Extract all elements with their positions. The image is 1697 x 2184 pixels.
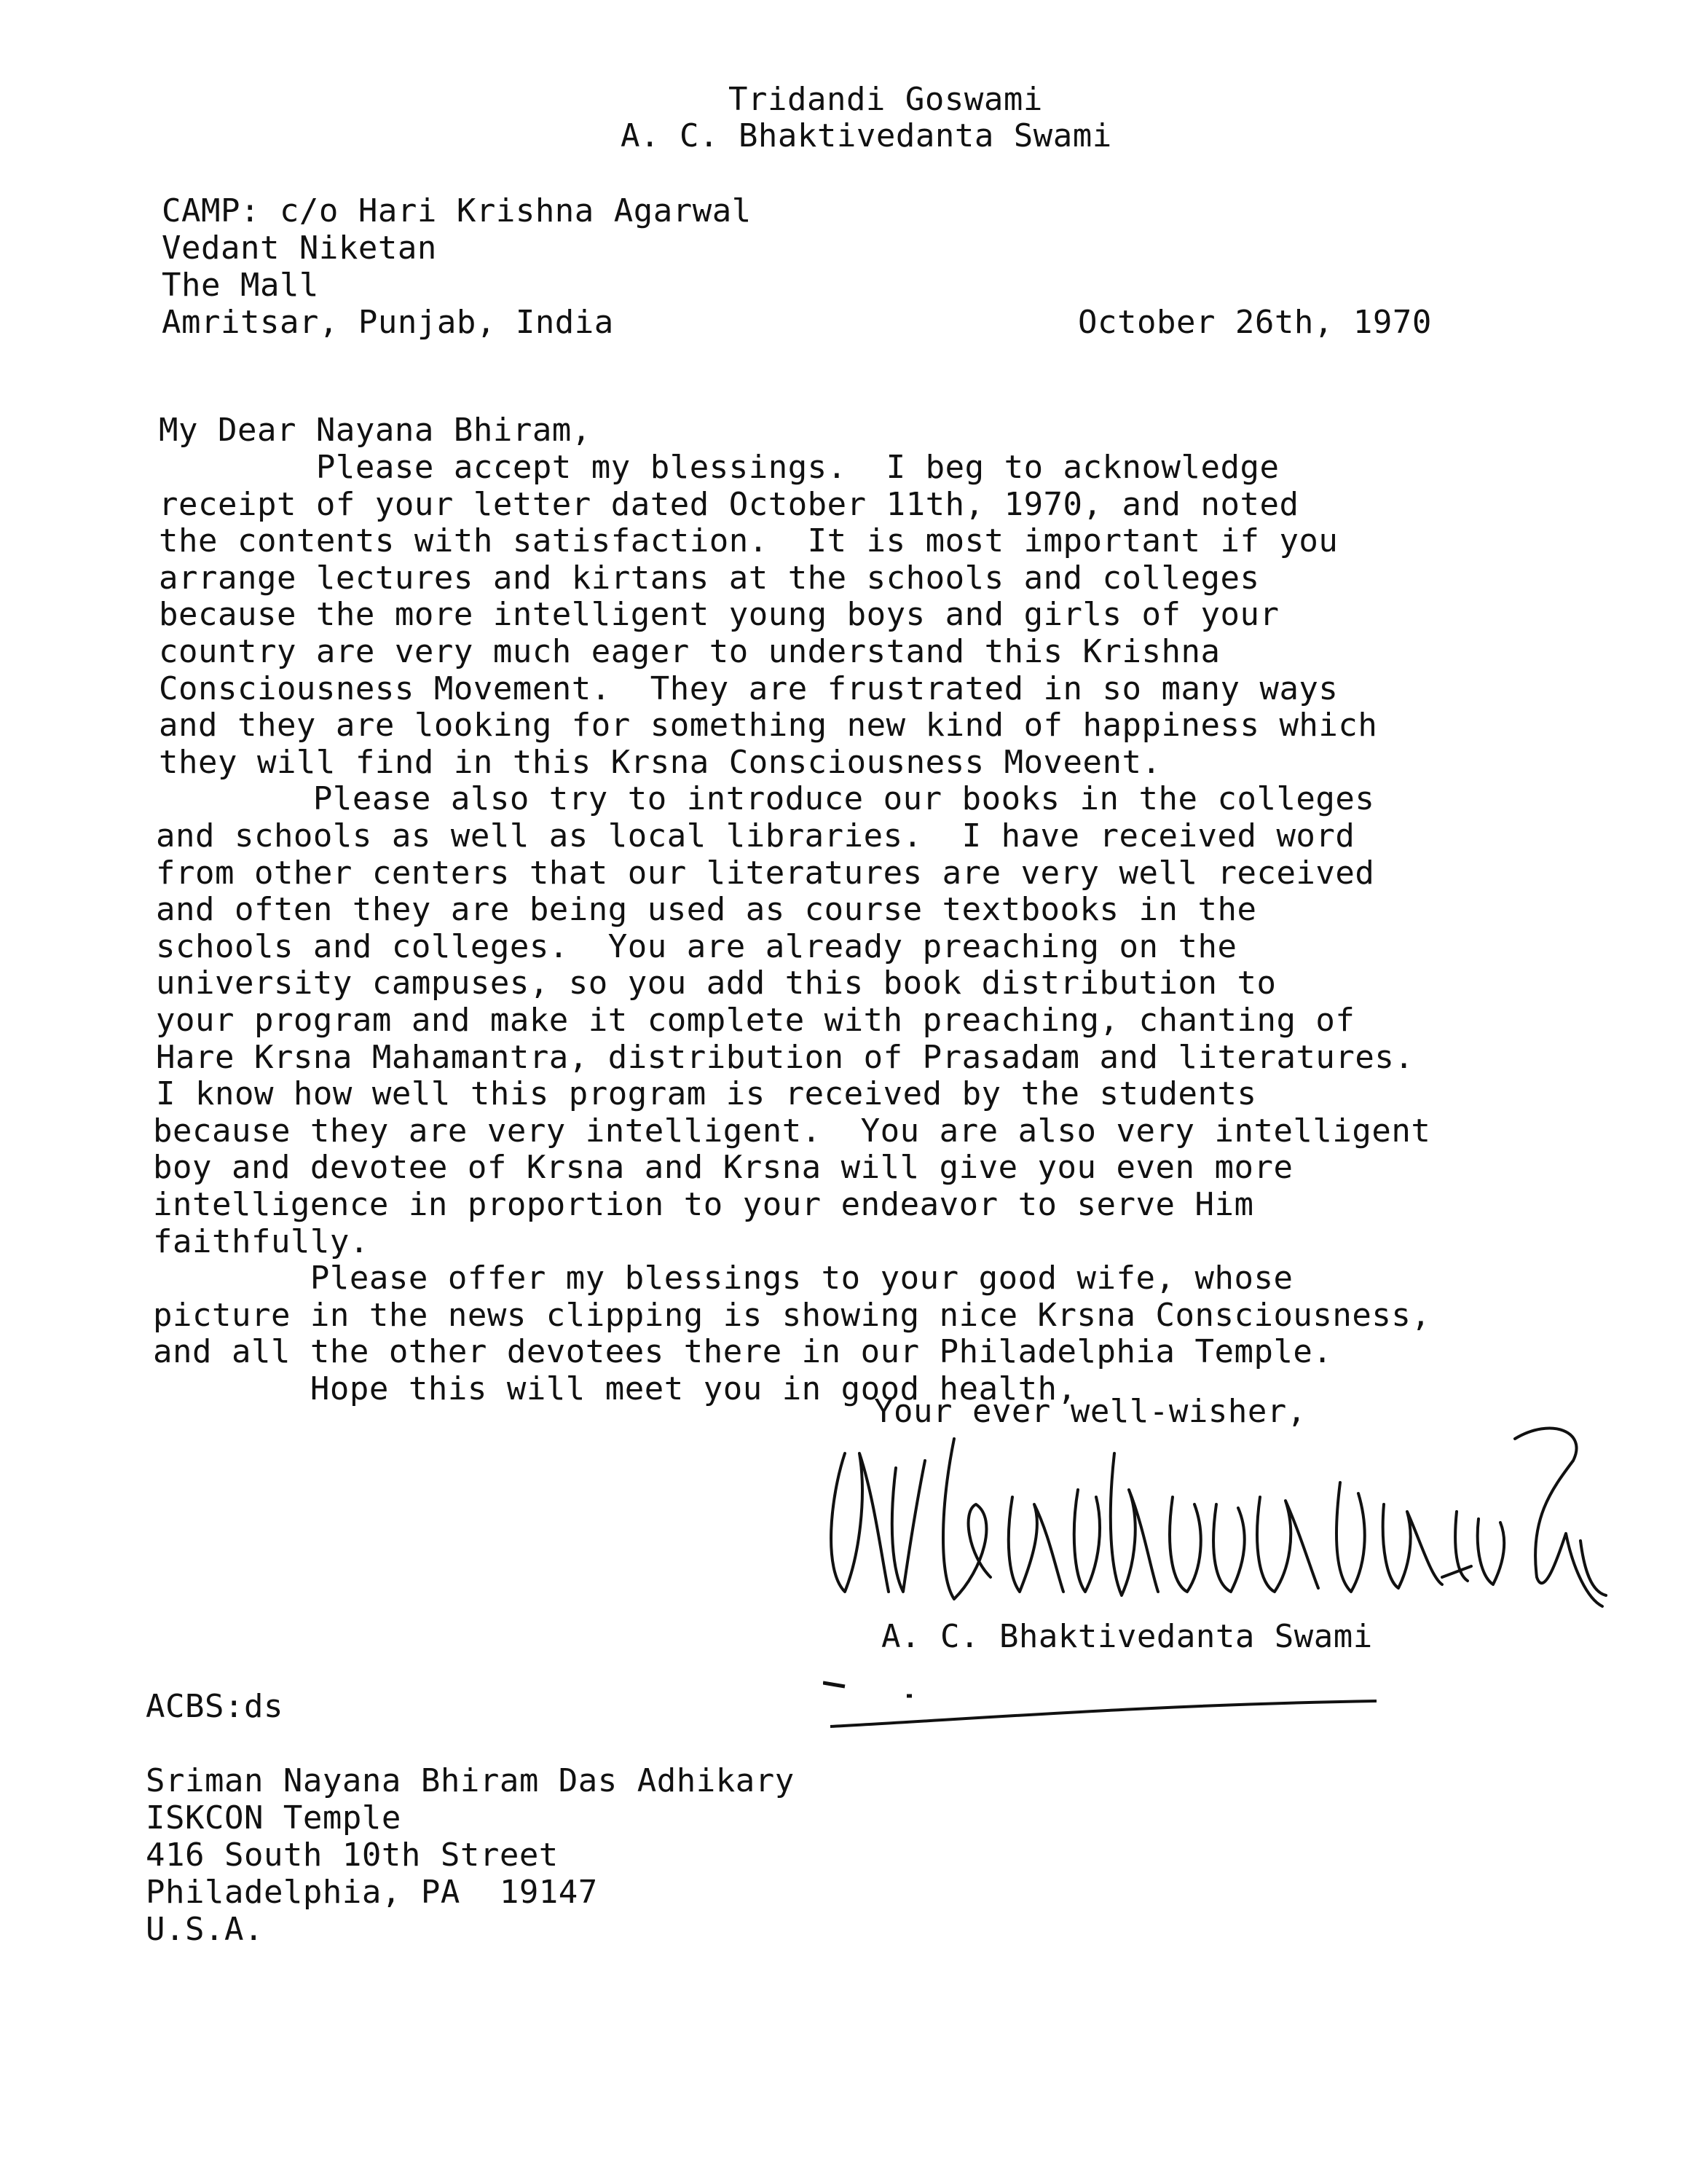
camp-line-4: Amritsar, Punjab, India (162, 304, 614, 341)
body-line: faithfully. (153, 1223, 369, 1260)
recipient-line-1: Sriman Nayana Bhiram Das Adhikary (146, 1762, 795, 1799)
body-line: your program and make it complete with preaching, chanting of (156, 1002, 1355, 1039)
body-line: the contents with satisfaction. It is most important if you (159, 522, 1339, 559)
body-line: and often they are being used as course textbooks in the (156, 891, 1257, 928)
body-line: schools and colleges. You are already preaching on the (156, 928, 1237, 965)
letterhead-title: Tridandi Goswami (728, 81, 1043, 118)
body-line: arrange lectures and kirtans at the schools and colleges (159, 559, 1260, 597)
body-line: and they are looking for something new kind of happiness which (159, 707, 1378, 744)
signature-rule (823, 1676, 1391, 1741)
camp-line-3: The Mall (162, 267, 319, 304)
body-line: because the more intelligent young boys and girls of your (159, 596, 1280, 633)
body-line: country are very much eager to understand this Krishna (159, 633, 1221, 670)
body-line: Hare Krsna Mahamantra, distribution of Prasadam and literatures. (156, 1039, 1414, 1076)
body-line: intelligence in proportion to your endeavor to serve Him (153, 1186, 1254, 1223)
body-line: Please offer my blessings to your good wife, whose (153, 1260, 1294, 1297)
body-line: I know how well this program is received by the students (156, 1075, 1257, 1112)
salutation: My Dear Nayana Bhiram, (159, 412, 591, 449)
body-line: and all the other devotees there in our Philadelphia Temple. (153, 1333, 1333, 1370)
recipient-line-3: 416 South 10th Street (146, 1837, 559, 1874)
recipient-line-4: Philadelphia, PA 19147 (146, 1874, 598, 1911)
letter-date: October 26th, 1970 (1078, 304, 1432, 341)
body-line: Consciousness Movement. They are frustrated in so many ways (159, 670, 1339, 707)
camp-line-2: Vedant Niketan (162, 229, 437, 267)
body-line: university campuses, so you add this book distribution to (156, 965, 1277, 1002)
closing: Your ever well-wisher, (874, 1393, 1307, 1430)
body-line: Hope this will meet you in good health, (153, 1370, 1077, 1407)
initials: ACBS:ds (146, 1688, 283, 1725)
body-line: Please accept my blessings. I beg to acknowledge (159, 449, 1280, 486)
recipient-line-5: U.S.A. (146, 1911, 264, 1948)
body-line: picture in the news clipping is showing nice Krsna Consciousness, (153, 1297, 1431, 1334)
body-line: they will find in this Krsna Consciousness Moveent. (159, 744, 1162, 781)
body-line: because they are very intelligent. You are also very intelligent (153, 1112, 1431, 1150)
camp-line-1: CAMP: c/o Hari Krishna Agarwal (162, 192, 752, 229)
body-line: boy and devotee of Krsna and Krsna will give you even more (153, 1149, 1294, 1186)
body-line: Please also try to introduce our books in the colleges (156, 780, 1375, 817)
body-line: receipt of your letter dated October 11th, 1970, and noted (159, 486, 1299, 523)
body-line: and schools as well as local libraries. I have received word (156, 817, 1355, 855)
signature-name: A. C. Bhaktivedanta Swami (881, 1618, 1373, 1655)
letterhead-name: A. C. Bhaktivedanta Swami (621, 117, 1112, 154)
body-line: from other centers that our literatures are very well received (156, 855, 1375, 892)
recipient-line-2: ISKCON Temple (146, 1799, 401, 1837)
